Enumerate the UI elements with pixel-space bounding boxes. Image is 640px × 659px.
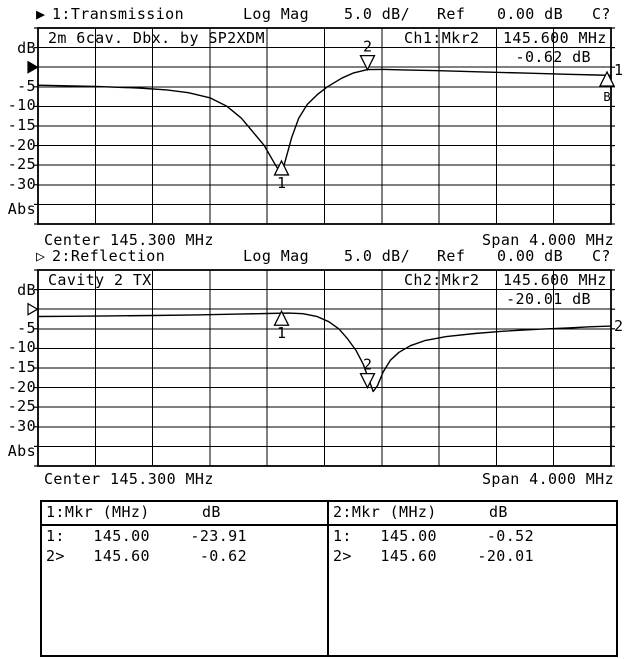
ref-level-arrow-transmission bbox=[28, 62, 38, 73]
marker-table-panel-ch2 bbox=[329, 502, 618, 655]
y-axis-tick-label: -30 bbox=[7, 416, 36, 435]
y-axis-tick-label: -15 bbox=[7, 116, 36, 134]
chart1-span: Span 4.000 MHz bbox=[482, 231, 615, 249]
chart2-marker-freq: 145.600 MHz bbox=[503, 271, 607, 289]
marker-row-tag: 1: bbox=[46, 527, 65, 545]
y-axis-bottom-label: Abs bbox=[7, 442, 36, 460]
panel1-header-unit: dB bbox=[202, 503, 221, 521]
marker-row-db: -0.52 bbox=[486, 527, 534, 545]
ch2-trace-label: 2:Reflection bbox=[52, 247, 166, 265]
chart2-span: Span 4.000 MHz bbox=[482, 470, 615, 488]
y-axis-unit-label: dB bbox=[17, 281, 36, 299]
marker-1-label-reflection: 1 bbox=[277, 324, 287, 343]
y-axis-tick-label: -15 bbox=[7, 358, 36, 376]
ch1-ref-value: 0.00 dB bbox=[497, 5, 564, 23]
marker-table-panel-ch1 bbox=[42, 502, 327, 655]
marker-2-triangle-reflection bbox=[360, 374, 374, 388]
marker-2-label-transmission: 2 bbox=[362, 37, 372, 56]
marker-row-db: -23.91 bbox=[190, 527, 247, 545]
y-axis-unit-label: dB bbox=[17, 39, 36, 57]
ch1-ref-label: Ref bbox=[437, 5, 466, 23]
edge-marker-glyph: B bbox=[603, 90, 611, 104]
y-axis-bottom-label: Abs bbox=[7, 200, 36, 218]
panel2-header-unit: dB bbox=[489, 503, 508, 521]
chart2-marker-value: -20.01 dB bbox=[506, 290, 591, 308]
chart2-center-freq: Center 145.300 MHz bbox=[44, 470, 214, 488]
ch1-ref-arrow-icon: ▶ bbox=[36, 5, 46, 23]
y-axis-tick-label: -20 bbox=[7, 135, 36, 154]
ch2-format-label: Log Mag bbox=[243, 247, 310, 265]
y-axis-tick-label: -20 bbox=[7, 377, 36, 396]
ref-level-arrow-reflection bbox=[28, 304, 38, 315]
chart2-marker-channel: Ch2:Mkr2 bbox=[404, 271, 480, 289]
marker-1-label-transmission: 1 bbox=[277, 173, 287, 192]
y-axis-tick-label: -25 bbox=[7, 397, 36, 416]
marker-row-tag: 1: bbox=[333, 527, 352, 545]
y-axis-tick-label: -10 bbox=[7, 338, 36, 357]
marker-row-db: -20.01 bbox=[477, 547, 534, 565]
marker-2-label-reflection: 2 bbox=[362, 355, 372, 374]
panel2-header: 2:Mkr (MHz) bbox=[333, 503, 437, 521]
marker-row-db: -0.62 bbox=[199, 547, 247, 565]
y-axis-tick-label: -5 bbox=[17, 76, 36, 95]
ch2-ref-value: 0.00 dB bbox=[497, 247, 564, 265]
trace-edge-number-transmission: 1 bbox=[614, 61, 624, 79]
ch1-format-label: Log Mag bbox=[243, 5, 310, 23]
ch1-trace-label: 1:Transmission bbox=[52, 5, 185, 23]
ch1-scale-label: 5.0 dB/ bbox=[344, 5, 411, 23]
y-axis-tick-label: -10 bbox=[7, 96, 36, 115]
marker-table bbox=[40, 500, 618, 657]
ch2-ref-arrow-icon: ▷ bbox=[36, 247, 46, 265]
y-axis-tick-label: -30 bbox=[7, 174, 36, 193]
y-axis-tick-label: -5 bbox=[17, 318, 36, 337]
ch1-cal-indicator: C? bbox=[592, 5, 611, 23]
ch2-cal-indicator: C? bbox=[592, 247, 611, 265]
panel1-header: 1:Mkr (MHz) bbox=[46, 503, 150, 521]
chart1-title: 2m 6cav. Dbx. by SP2XDM bbox=[48, 29, 265, 47]
chart1-marker-value: -0.62 dB bbox=[515, 48, 591, 66]
ch2-scale-label: 5.0 dB/ bbox=[344, 247, 411, 265]
y-axis-tick-label: -25 bbox=[7, 155, 36, 174]
chart1-marker-freq: 145.600 MHz bbox=[503, 29, 607, 47]
marker-row-tag: 2> bbox=[46, 547, 65, 565]
marker-row-freq: 145.60 bbox=[93, 547, 150, 565]
trace-edge-number-reflection: 2 bbox=[614, 317, 624, 335]
chart1-marker-channel: Ch1:Mkr2 bbox=[404, 29, 480, 47]
chart1-center-freq: Center 145.300 MHz bbox=[44, 231, 214, 249]
ch2-ref-label: Ref bbox=[437, 247, 466, 265]
edge-marker-triangle bbox=[600, 72, 614, 86]
marker-row-freq: 145.60 bbox=[380, 547, 437, 565]
marker-row-tag: 2> bbox=[333, 547, 352, 565]
marker-row-freq: 145.00 bbox=[93, 527, 150, 545]
chart2-title: Cavity 2 TX bbox=[48, 271, 152, 289]
marker-row-freq: 145.00 bbox=[380, 527, 437, 545]
